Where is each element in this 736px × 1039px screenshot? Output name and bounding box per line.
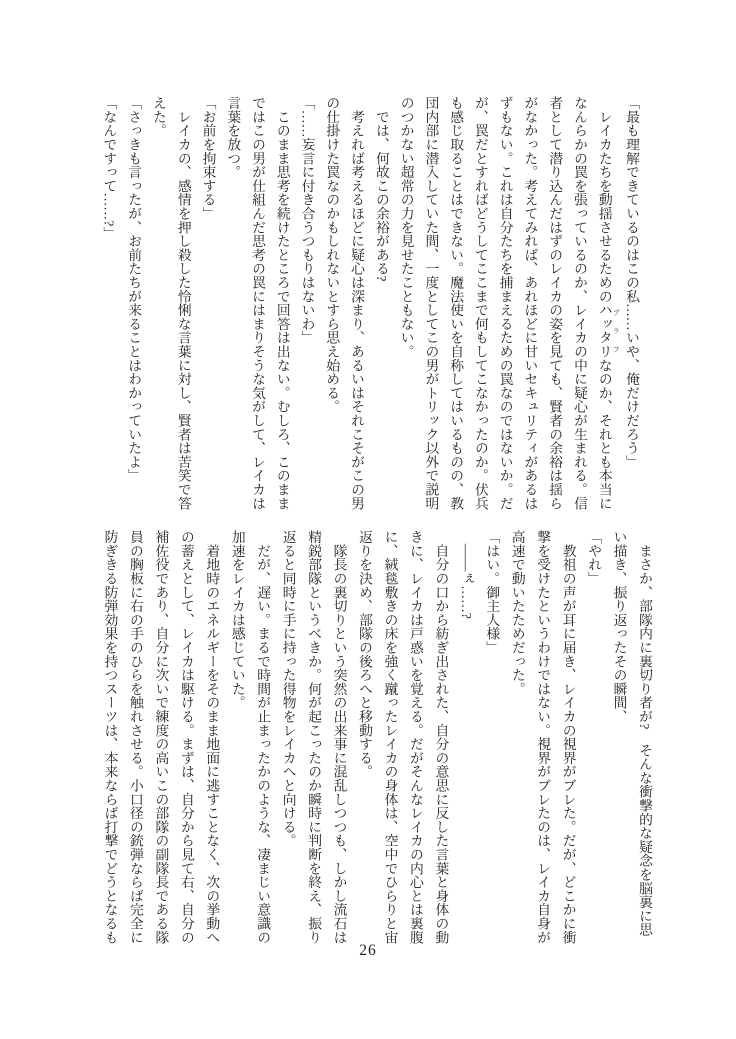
text-line: の蓄えとして、レイカは駆ける。まずは、自分から見て右、自分の [178,530,194,944]
text-line: 「お前を拘束する」 [200,96,216,221]
text-line: えた。 [150,96,166,138]
text-line: い描き、振り返ったその瞬間、 [611,530,627,724]
text-line: 加速をレイカは感じていた。 [229,530,245,710]
text-line: 考えれば考えるほどに疑心は深まり、あるいはそれこそがこの男 [349,96,365,510]
text-line: だが、遅い。まるで時間が止まったかのような、凄まじい意識の [255,530,271,944]
text-line: ――ぇ……? [458,530,474,619]
text-line: 高速で動いたためだった。 [509,530,525,696]
text-line: 隊長の裏切りという突然の出来事に混乱しつつも、しかし流石は [331,530,347,944]
text-line: 返ると同時に手に持った得物をレイカへと向ける。 [280,530,296,848]
text-line: が、罠だとすればどうしてここまで何もしてこなかったのか。伏兵 [472,96,488,510]
text-line: のつかない超常の力を見せたこともない。 [398,96,414,359]
text-line: がなかった。考えてみれば、あれほどに甘いセキュリティがあるは [522,96,538,510]
text-line: 「さっきも言ったが、お前たちが来ることはわかっていたよ」 [126,96,142,483]
text-line: に、絨毯敷きの床を強く蹴ったレイカの身体は、空中でひらりと宙 [382,530,398,944]
text-line: まさか、部隊内に裏切り者が? そんな衝撃的な疑念を脳裏に思 [637,530,652,937]
text-block-bottom [97,530,657,950]
text-line: レイカの、感情を押し殺した怜悧な言葉に対し、賢者は苦笑で答 [175,96,191,510]
text-line: 団内部に潜入していた間、一度としてこの男がトリック以外で説明 [423,96,439,510]
text-line: ではこの男が仕組んだ思考の罠にはまりそうな気がして、レイカは [250,96,266,510]
page-number: 26 [359,942,377,959]
text-line: 着地時のエネルギーをそのまま地面に逃すことなく、次の挙動へ [204,530,220,944]
text-line: ずもない。これは自分たちを捕まえるための罠なのではないか。だ [497,96,513,510]
text-line: 「はい。御主人様」 [484,530,500,655]
text-line: 員の胸板に右の手のひらを触れさせる。小口径の銃弾ならば完全に [127,530,143,944]
text-line: 自分の口から紡ぎ出された、自分の意思に反した言葉と身体の動 [433,530,449,944]
text-line: 者として潜り込んだはずのレイカの姿を見ても、賢者の余裕は揺ら [547,96,563,510]
text-line: レイカたちを動揺させるためのハッタリ ブラフなのか、それとも本当に [596,96,619,511]
text-line: きに、レイカは戸惑いを覚える。だがそんなレイカの内心とは裏腹 [407,530,423,944]
text-line: このまま思考を続けたところで回答は出ない。むしろ、このまま [274,96,290,510]
text-line: 「最も理解できているのはこの私……いや、俺だけだろう」 [624,96,639,469]
text-line: なんらかの罠を張っているのか、レイカの中に疑心が生まれる。信 [571,96,587,510]
text-line: 精鋭部隊というべきか。何が起こったのか瞬時に判断を終え、振り [306,530,322,944]
text-line: 「やれ」 [586,530,602,586]
text-line: 教祖の声が耳に届き、レイカの視界がブレた。だが、どこかに衝 [560,530,576,944]
text-line: 言葉を放つ。 [225,96,241,179]
text-line: 「なんですって……?」 [101,96,117,241]
text-line: 返りを決め、部隊の後ろへと移動する。 [357,530,373,779]
text-line: 補佐役であり、自分に次いで練度の高いこの部隊の副隊長である隊 [153,530,169,944]
text-block-top [96,96,643,513]
text-line: 「……妄言に付き合うつもりはないわ」 [299,96,315,345]
text-line: の仕掛けた罠なのかもしれないとすら思え始める。 [324,96,340,414]
text-line: 撃を受けたというわけではない。視界がブレたのは、レイカ自身が [535,530,551,944]
text-line: も感じ取ることはできない。魔法使いを自称してはいるものの、教 [448,96,464,510]
text-line: 防ぎきる防弾効果を持つスーツは、本来ならば打撃でどうとなるも [102,530,118,944]
text-line: では、何故この余裕がある? [373,96,389,282]
